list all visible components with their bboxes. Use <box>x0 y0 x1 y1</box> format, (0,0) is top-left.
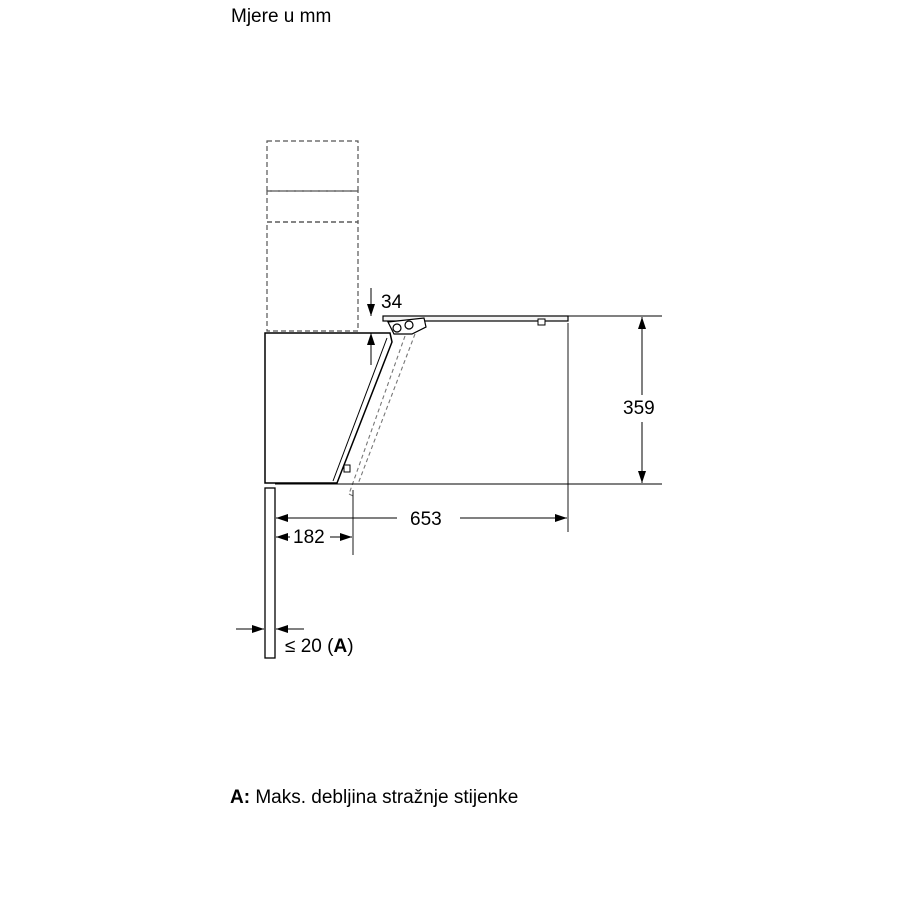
chimney-outline <box>267 141 358 331</box>
dim-182-label: 182 <box>293 527 325 548</box>
dim-359-label: 359 <box>623 398 655 419</box>
legend <box>230 787 518 809</box>
dim-wall-label <box>285 637 354 656</box>
dim-wall-suffix: ) <box>347 636 354 657</box>
dim-wall-prefix: ≤ 20 ( <box>285 636 334 657</box>
units-note: Mjere u mm <box>231 6 332 27</box>
dim-34-label: 34 <box>381 292 403 313</box>
panel-open-position <box>349 334 415 496</box>
dim-34-arrows <box>359 288 378 365</box>
dim-wall-key: A <box>333 636 348 657</box>
hood-body <box>265 333 392 483</box>
legend-key: A: <box>230 787 251 808</box>
legend-text: Maks. debljina stražnje stijenke <box>255 787 519 808</box>
wall-panel <box>265 488 275 658</box>
dim-653-label: 653 <box>410 509 442 530</box>
